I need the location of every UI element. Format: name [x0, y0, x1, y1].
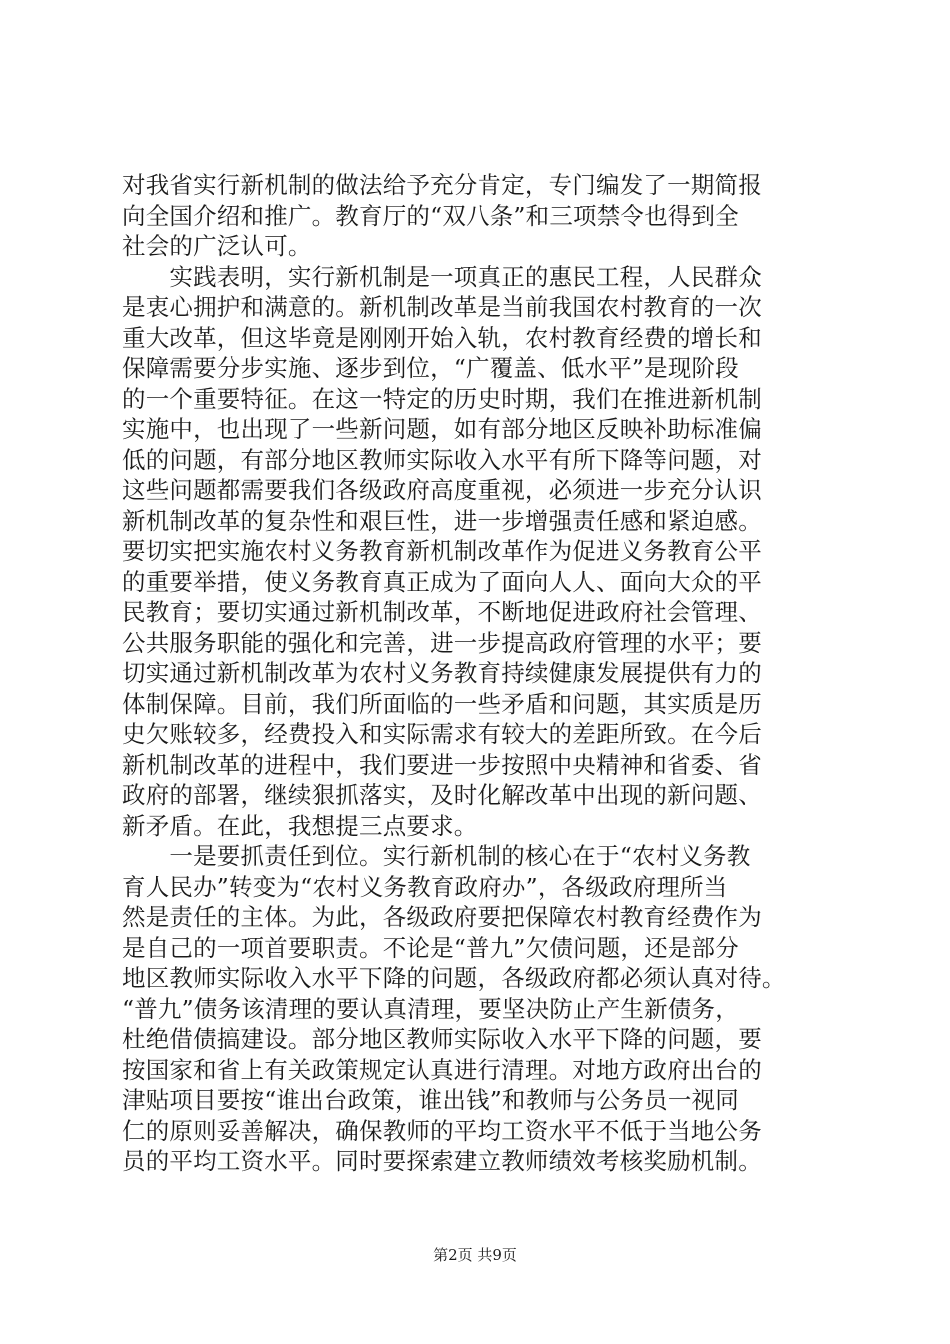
text-line: 实施中，也出现了一些新问题，如有部分地区反映补助标准偏 [122, 415, 762, 443]
text-line: 的重要举措，使义务教育真正成为了面向人人、面向大众的平 [122, 567, 762, 596]
text-line: 仁的原则妥善解决，确保教师的平均工资水平不低于当地公务 [122, 1116, 762, 1145]
text-line: 育人民办”转变为“农村义务教育政府办”，各级政府理所当 [122, 872, 728, 901]
text-line: 是自己的一项首要职责。不论是“普九”欠债问题，还是部分 [122, 933, 739, 962]
text-line: 切实通过新机制改革为农村义务教育持续健康发展提供有力的 [122, 659, 762, 687]
text-line: 津贴项目要按“谁出台政策，谁出钱”和教师与公务员一视同 [122, 1086, 739, 1114]
text-line: 新机制改革的复杂性和艰巨性，进一步增强责任感和紧迫感。 [122, 506, 762, 535]
page-footer: 第2页 共9页 [433, 1246, 517, 1264]
text-line: 新矛盾。在此，我想提三点要求。 [122, 811, 478, 840]
text-line: 员的平均工资水平。同时要探索建立教师绩效考核奖励机制。 [122, 1147, 762, 1175]
text-line: “普九”债务该清理的要认真清理，要坚决防止产生新债务， [122, 994, 739, 1023]
text-line: 史欠账较多，经费投入和实际需求有较大的差距所致。在今后 [122, 720, 762, 748]
text-line: 地区教师实际收入水平下降的问题，各级政府都必须认真对待。 [122, 964, 786, 992]
text-line: 按国家和省上有关政策规定认真进行清理。对地方政府出台的 [122, 1055, 762, 1084]
text-line: 是衷心拥护和满意的。新机制改革是当前我国农村教育的一次 [122, 293, 762, 321]
text-line: 政府的部署，继续狠抓落实，及时化解改革中出现的新问题、 [122, 781, 762, 809]
text-line: 要切实把实施农村义务教育新机制改革作为促进义务教育公平 [122, 537, 762, 565]
text-line: 一是要抓责任到位。实行新机制的核心在于“农村义务教 [122, 842, 751, 870]
text-line: 低的问题，有部分地区教师实际收入水平有所下降等问题，对 [122, 445, 762, 474]
text-line: 新机制改革的进程中，我们要进一步按照中央精神和省委、省 [122, 750, 762, 779]
text-line: 然是责任的主体。为此，各级政府要把保障农村教育经费作为 [122, 903, 762, 931]
text-line: 重大改革，但这毕竟是刚刚开始入轨，农村教育经费的增长和 [122, 323, 762, 352]
text-line: 这些问题都需要我们各级政府高度重视，必须进一步充分认识 [122, 476, 762, 504]
body-text [122, 170, 847, 1177]
text-line: 公共服务职能的强化和完善，进一步提高政府管理的水平；要 [122, 628, 762, 657]
text-line: 的一个重要特征。在这一特定的历史时期，我们在推进新机制 [122, 384, 762, 413]
text-line: 社会的广泛认可。 [122, 232, 312, 260]
text-line: 实践表明，实行新机制是一项真正的惠民工程，人民群众 [122, 262, 762, 291]
text-line: 向全国介绍和推广。教育厅的“双八条”和三项禁令也得到全 [122, 201, 739, 230]
text-line: 体制保障。目前，我们所面临的一些矛盾和问题，其实质是历 [122, 689, 762, 718]
text-line: 杜绝借债搞建设。部分地区教师实际收入水平下降的问题，要 [122, 1025, 762, 1053]
text-line: 民教育；要切实通过新机制改革，不断地促进政府社会管理、 [122, 598, 762, 626]
text-line: 对我省实行新机制的做法给予充分肯定，专门编发了一期简报 [122, 171, 762, 199]
text-line: 保障需要分步实施、逐步到位，“广覆盖、低水平”是现阶段 [122, 354, 739, 382]
